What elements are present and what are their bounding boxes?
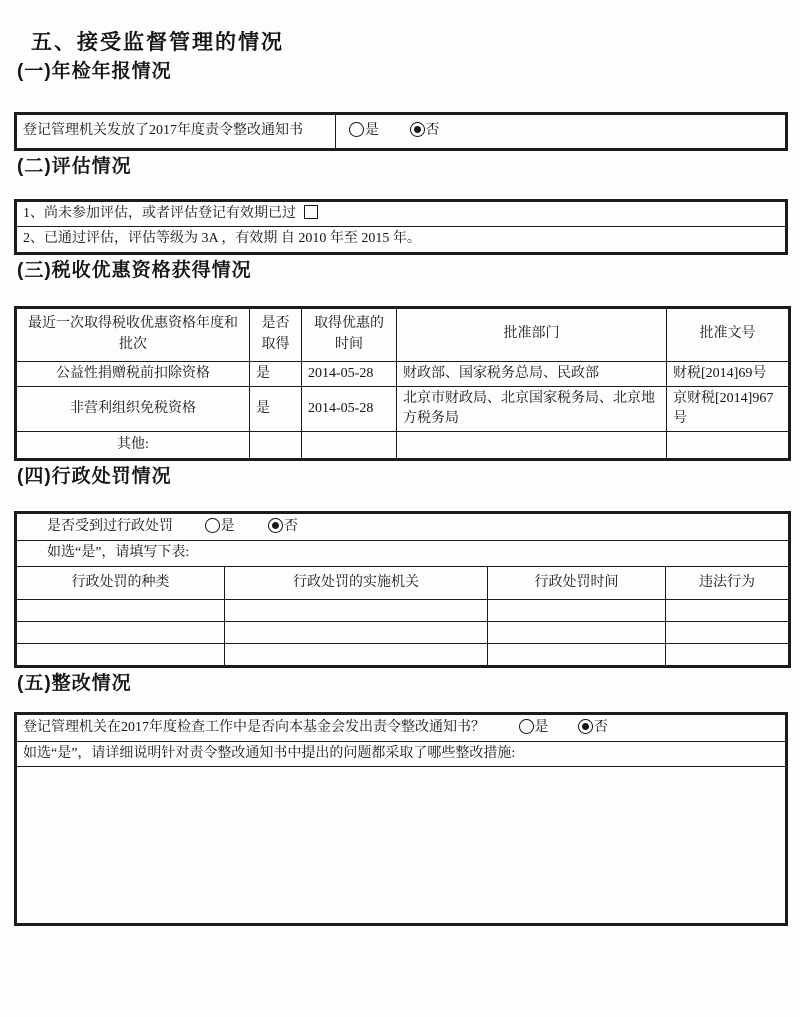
table-row: [16, 599, 790, 621]
section-tax-heading: (三)税收优惠资格获得情况: [17, 259, 252, 281]
rectification-question-cell: [16, 713, 787, 741]
checkbox-unchecked-icon[interactable]: [304, 205, 318, 219]
section-penalty-heading: (四)行政处罚情况: [17, 466, 172, 488]
rectification-answer-area[interactable]: [16, 767, 787, 925]
annual-question: 登记管理机关发放了2017年度责令整改通知书: [16, 114, 336, 150]
table-header-row: [16, 307, 790, 361]
tax-cell-other-label: 其他:: [16, 432, 250, 460]
evaluation-item1-cell: [16, 201, 787, 227]
penalty-empty-cell[interactable]: [666, 621, 790, 643]
rectification-note-cell: 如选“是”，请详细说明针对责令整改通知书中提出的问题都采取了哪些整改措施:: [16, 741, 787, 766]
penalty-yes-label: 是: [220, 519, 235, 535]
tax-header-date: 取得优惠的时间: [302, 307, 397, 361]
radio-checked-icon[interactable]: [578, 719, 593, 734]
tax-cell: 北京市财政局、北京国家税务局、北京地方税务局: [397, 386, 667, 432]
penalty-header-violation: 违法行为: [666, 566, 790, 599]
penalty-empty-cell[interactable]: [666, 599, 790, 621]
page-title: 五、接受监督管理的情况: [31, 31, 284, 54]
rectification-no-label: 否: [594, 719, 608, 735]
annual-yes-label: 是: [365, 123, 379, 139]
table-header-row: [16, 566, 790, 599]
tax-cell-empty[interactable]: [667, 432, 790, 460]
tax-cell: 财税[2014]69号: [667, 361, 790, 386]
evaluation-item2-cell: 2、已通过评估，评估等级为 3A ，有效期 自 2010 年至 2015 年。: [16, 227, 787, 253]
rectification-yes-label: 是: [534, 719, 549, 735]
rectification-no-option[interactable]: [578, 720, 608, 735]
table-row: [16, 541, 790, 566]
annual-no-option[interactable]: [410, 123, 440, 138]
annual-check-table: [14, 112, 788, 151]
annual-no-label: 否: [425, 123, 440, 139]
penalty-question: 是否受到过行政处罚: [47, 519, 173, 535]
table-row: [16, 201, 787, 227]
tax-cell: 是: [250, 386, 302, 432]
tax-cell: 公益性捐赠税前扣除资格: [16, 361, 250, 386]
radio-unchecked-icon[interactable]: [205, 518, 220, 533]
radio-unchecked-icon[interactable]: [519, 719, 534, 734]
penalty-no-option[interactable]: [268, 519, 298, 534]
tax-header-authority: 批准部门: [397, 307, 667, 361]
tax-table: [14, 306, 791, 462]
penalty-empty-cell[interactable]: [225, 643, 488, 666]
evaluation-table: [14, 199, 788, 255]
penalty-empty-cell[interactable]: [488, 621, 666, 643]
radio-checked-icon[interactable]: [410, 122, 425, 137]
penalty-empty-cell[interactable]: [488, 599, 666, 621]
evaluation-item1-text: 1、尚未参加评估，或者评估登记有效期已过: [23, 206, 296, 221]
rectification-question: 登记管理机关在2017年度检查工作中是否向本基金会发出责令整改通知书？: [23, 719, 485, 735]
rectification-table: [14, 712, 788, 926]
penalty-note-cell: 如选“是”，请填写下表:: [16, 541, 790, 566]
tax-cell: 财政部、国家税务总局、民政部: [397, 361, 667, 386]
table-row: [16, 513, 790, 541]
tax-cell: 是: [250, 361, 302, 386]
rectification-yes-option[interactable]: [519, 720, 549, 735]
penalty-table: [14, 511, 791, 667]
tax-cell-empty[interactable]: [250, 432, 302, 460]
penalty-question-cell: [16, 513, 790, 541]
table-row: [16, 361, 790, 386]
tax-cell: 2014-05-28: [302, 361, 397, 386]
penalty-empty-cell[interactable]: [16, 643, 225, 666]
table-row: [16, 621, 790, 643]
table-row: [16, 767, 787, 925]
radio-checked-icon[interactable]: [268, 518, 283, 533]
section-annual-heading: (一)年检年报情况: [17, 61, 172, 82]
tax-cell: 2014-05-28: [302, 386, 397, 432]
section-evaluation-heading: (二)评估情况: [17, 156, 132, 177]
tax-cell-empty[interactable]: [302, 432, 397, 460]
tax-header-obtained: 是否取得: [250, 307, 302, 361]
tax-cell: 非营利组织免税资格: [16, 386, 250, 432]
penalty-empty-cell[interactable]: [16, 599, 225, 621]
tax-header-docno: 批准文号: [667, 307, 790, 361]
section-rectification-heading: (五)整改情况: [17, 672, 132, 694]
penalty-header-time: 行政处罚时间: [488, 566, 666, 599]
table-row: [16, 741, 787, 766]
table-row: [16, 114, 787, 150]
table-row: [16, 386, 790, 432]
annual-yes-option[interactable]: [349, 123, 379, 138]
penalty-empty-cell[interactable]: [666, 643, 790, 666]
annual-options-cell: [336, 114, 787, 150]
penalty-no-label: 否: [284, 519, 298, 535]
table-row: [16, 432, 790, 460]
penalty-yes-option[interactable]: [205, 519, 235, 534]
table-row: [16, 713, 787, 741]
penalty-header-type: 行政处罚的种类: [16, 566, 225, 599]
table-row: [16, 227, 787, 253]
table-row: [16, 643, 790, 666]
tax-header-batch: 最近一次取得税收优惠资格年度和批次: [16, 307, 250, 361]
radio-unchecked-icon[interactable]: [349, 122, 364, 137]
penalty-empty-cell[interactable]: [225, 621, 488, 643]
tax-cell-empty[interactable]: [397, 432, 667, 460]
penalty-empty-cell[interactable]: [488, 643, 666, 666]
tax-cell: 京财税[2014]967号: [667, 386, 790, 432]
penalty-empty-cell[interactable]: [225, 599, 488, 621]
penalty-empty-cell[interactable]: [16, 621, 225, 643]
penalty-header-agency: 行政处罚的实施机关: [225, 566, 488, 599]
